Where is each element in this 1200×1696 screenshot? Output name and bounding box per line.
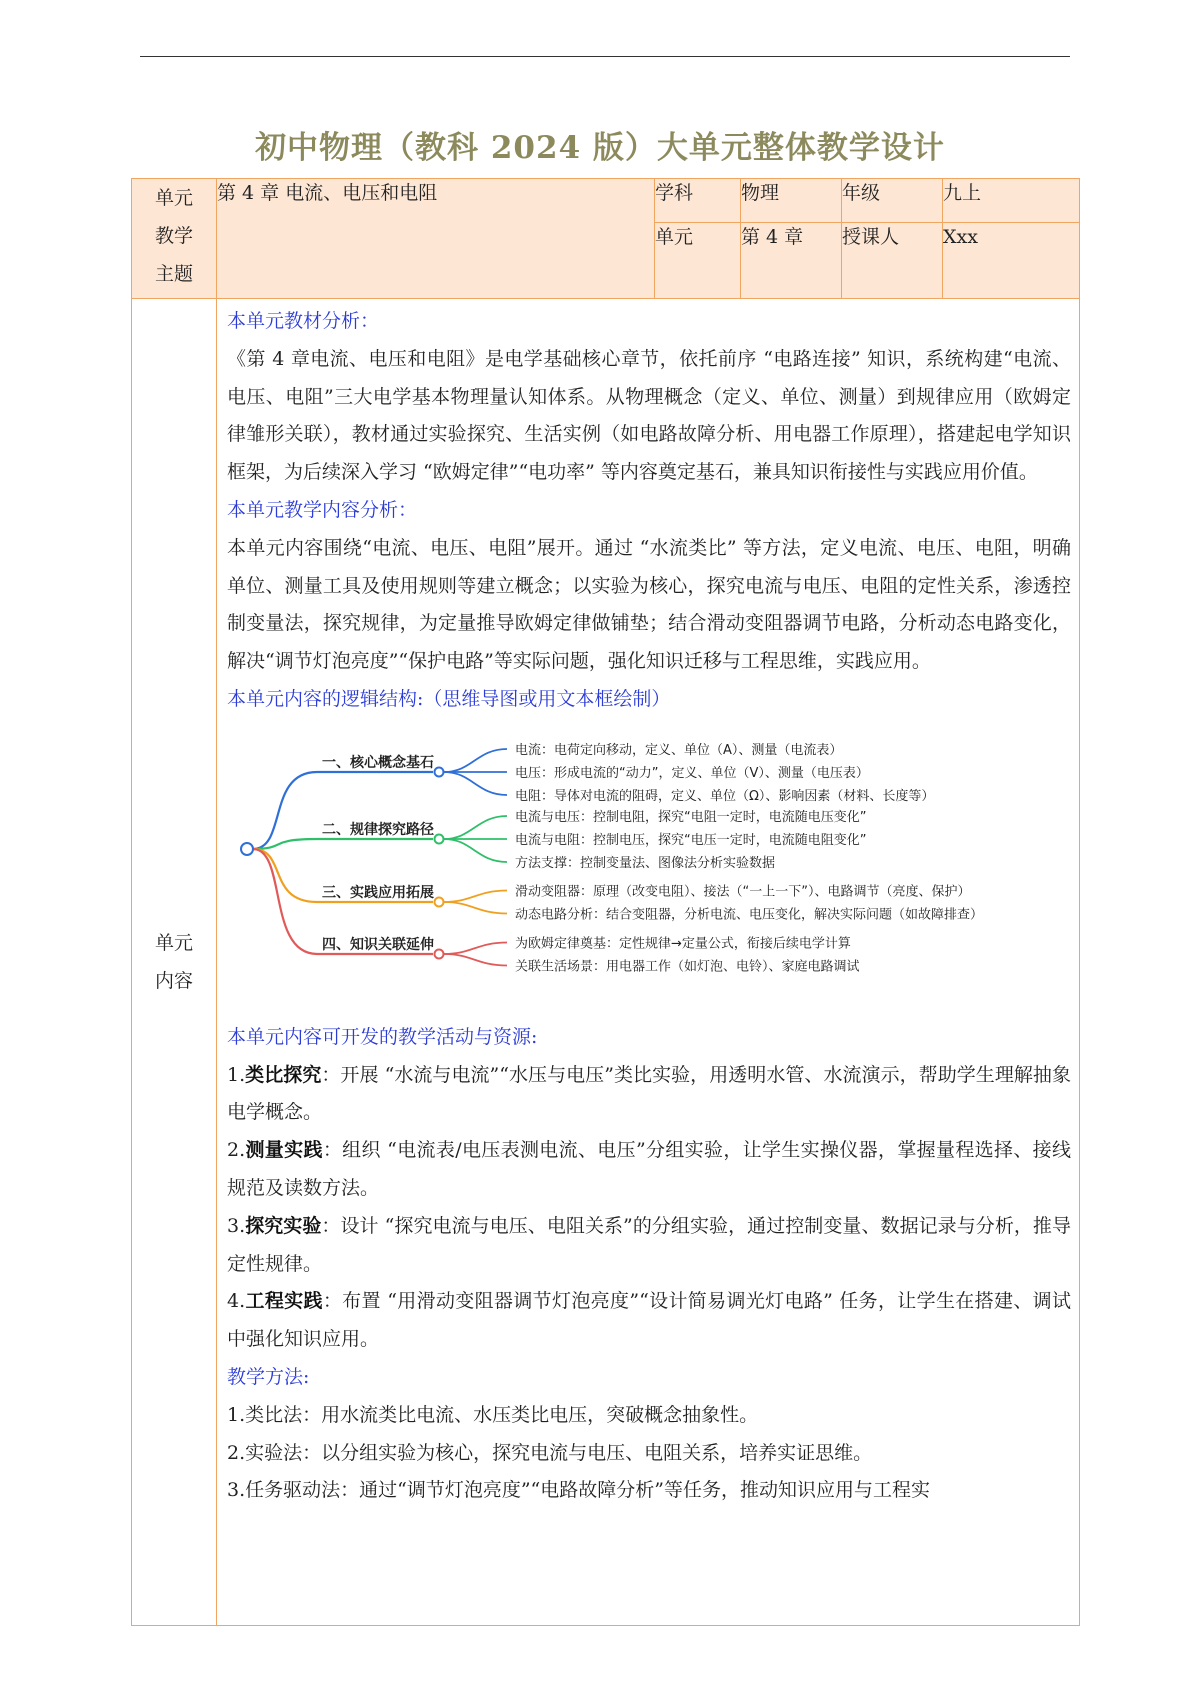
mindmap-leaf-link	[444, 890, 507, 902]
teacher-label: 授课人	[842, 223, 943, 299]
activity-keyword: 测量实践	[245, 1139, 323, 1162]
header-rule	[140, 56, 1070, 57]
activity-item	[227, 1132, 1079, 1208]
methods-list	[227, 1397, 1079, 1510]
content-analysis-title: 本单元教学内容分析：	[227, 498, 418, 521]
textbook-analysis-text: 《第 4 章电流、电压和电阻》是电学基础核心章节，依托前序 “电路连接” 知识，系统构建“电流、电压、电阻”三大电学基本物理量认知体系。从物理概念（定义、单位、测量）到规律应用（欧姆定律雏形关联），教材通过实验探究、生活实例（如电路故障分析、用电器工作原理），搭建起电学知识框架，为后续深入学习 “欧姆定律”“电功率” 等内容奠定基石，兼具知识衔接性与实践应用价值。	[227, 347, 1071, 484]
activity-number: 1.	[227, 1063, 246, 1086]
activity-item	[227, 1208, 1079, 1284]
activity-keyword: 类比探究	[245, 1063, 322, 1086]
mindmap-leaf-label: 电流与电阻：控制电压，探究“电压一定时，电流随电阻变化”	[515, 832, 867, 848]
mindmap-root-node	[241, 843, 253, 855]
lesson-design-table	[131, 178, 1080, 1626]
mindmap-leaf-link	[444, 816, 507, 839]
mindmap-leaf-link	[444, 772, 507, 795]
activity-number: 4.	[227, 1290, 246, 1313]
unit-value: 第 4 章	[741, 223, 842, 299]
mindmap-leaf-label: 关联生活场景：用电器工作（如灯泡、电铃）、家庭电路调试	[515, 959, 860, 975]
mindmap-branch-label: 二、规律探究路径	[322, 821, 434, 838]
unit-topic-value: 第 4 章 电流、电压和电阻	[217, 179, 655, 299]
mindmap-branch-label: 一、核心概念基石	[322, 754, 434, 771]
unit-label: 单元	[655, 223, 741, 299]
mindmap-leaf-label: 方法支撑：控制变量法、图像法分析实验数据	[515, 855, 776, 871]
logic-mindmap	[217, 719, 1075, 1019]
activity-number: 3.	[227, 1214, 246, 1237]
mindmap-leaf-label: 电流与电压：控制电阻，探究“电阻一定时，电流随电压变化”	[515, 809, 867, 825]
textbook-analysis-title: 本单元教材分析：	[227, 310, 380, 332]
activity-text: ：开展 “水流与电流”“水压与电压”类比实验，用透明水管、水流演示，帮助学生理解抽象电学概念。	[227, 1063, 1071, 1124]
activity-keyword: 探究实验	[245, 1214, 322, 1237]
methods-title: 教学方法:	[227, 1365, 310, 1388]
mindmap-branch-node	[435, 949, 444, 958]
activity-item	[227, 1057, 1079, 1133]
mindmap-leaf-label: 电流：电荷定向移动，定义、单位（A）、测量（电流表）	[515, 742, 843, 758]
activity-number: 2.	[227, 1139, 246, 1162]
activity-keyword: 工程实践	[245, 1290, 323, 1313]
unit-content-cell	[217, 299, 1080, 1626]
mindmap-leaf-link	[444, 942, 507, 954]
activity-text: ：布置 “用滑动变阻器调节灯泡亮度”“设计简易调光灯电路” 任务，让学生在搭建、调试中强化知识应用。	[227, 1290, 1071, 1351]
mindmap-leaf-label: 为欧姆定律奠基：定性规律→定量公式，衔接后续电学计算	[515, 936, 851, 952]
method-item: 1.类比法：用水流类比电流、水压类比电压，突破概念抽象性。	[227, 1403, 759, 1426]
mindmap-leaf-label: 滑动变阻器：原理（改变电阻）、接法（“一上一下”）、电路调节（亮度、保护）	[515, 884, 971, 900]
logic-structure-title: 本单元内容的逻辑结构:（思维导图或用文本框绘制）	[227, 687, 671, 710]
activities-title: 本单元内容可开发的教学活动与资源:	[227, 1025, 538, 1048]
mindmap-branch-node	[435, 767, 444, 776]
unit-content-label: 单元 内容	[132, 299, 217, 1626]
mindmap-branch-label: 三、实践应用拓展	[322, 884, 434, 901]
mindmap-branch-link	[253, 839, 433, 849]
teacher-value: Xxx	[943, 223, 1080, 299]
activity-text: ：组织 “电流表/电压表测电流、电压”分组实验，让学生实操仪器，掌握量程选择、接线规范及读数方法。	[227, 1139, 1071, 1199]
activities-list	[227, 1057, 1079, 1359]
mindmap-branch-node	[435, 897, 444, 906]
activity-text: ：设计 “探究电流与电压、电阻关系”的分组实验，通过控制变量、数据记录与分析，推导定性规律。	[227, 1214, 1071, 1275]
mindmap-leaf-label: 电阻：导体对电流的阻碍，定义、单位（Ω）、影响因素（材料、长度等）	[515, 788, 935, 804]
grade-label: 年级	[842, 179, 943, 223]
mindmap-leaf-link	[444, 954, 507, 966]
mindmap-leaf-label: 动态电路分析：结合变阻器，分析电流、电压变化，解决实际问题（如故障排查）	[515, 907, 984, 923]
method-item: 2.实验法：以分组实验为核心，探究电流与电压、电阻关系，培养实证思维。	[227, 1441, 873, 1464]
activity-item	[227, 1283, 1079, 1359]
mindmap-leaf-link	[444, 749, 507, 772]
mindmap-branch-label: 四、知识关联延伸	[322, 936, 434, 953]
mindmap-leaf-label: 电压：形成电流的“动力”，定义、单位（V）、测量（电压表）	[515, 765, 869, 781]
mindmap-leaf-link	[444, 839, 507, 862]
mindmap-branch-node	[435, 834, 444, 843]
subject-value: 物理	[741, 179, 842, 223]
unit-topic-label: 单元 教学 主题	[132, 179, 217, 299]
grade-value: 九上	[943, 179, 1080, 223]
document-title: 初中物理（教科 2024 版）大单元整体教学设计	[255, 130, 945, 166]
subject-label: 学科	[655, 179, 741, 223]
method-item: 3.任务驱动法：通过“调节灯泡亮度”“电路故障分析”等任务，推动知识应用与工程实	[227, 1479, 930, 1502]
content-analysis-text: 本单元内容围绕“电流、电压、电阻”展开。通过 “水流类比” 等方法，定义电流、电压、电阻，明确单位、测量工具及使用规则等建立概念；以实验为核心，探究电流与电压、电阻的定性关系，渗透控制变量法，探究规律，为定量推导欧姆定律做铺垫；结合滑动变阻器调节电路，分析动态电路变化，解决“调节灯泡亮度”“保护电路”等实际问题，强化知识迁移与工程思维，实践应用。	[227, 536, 1071, 673]
mindmap-leaf-link	[444, 902, 507, 914]
mindmap-svg	[217, 719, 1075, 1019]
